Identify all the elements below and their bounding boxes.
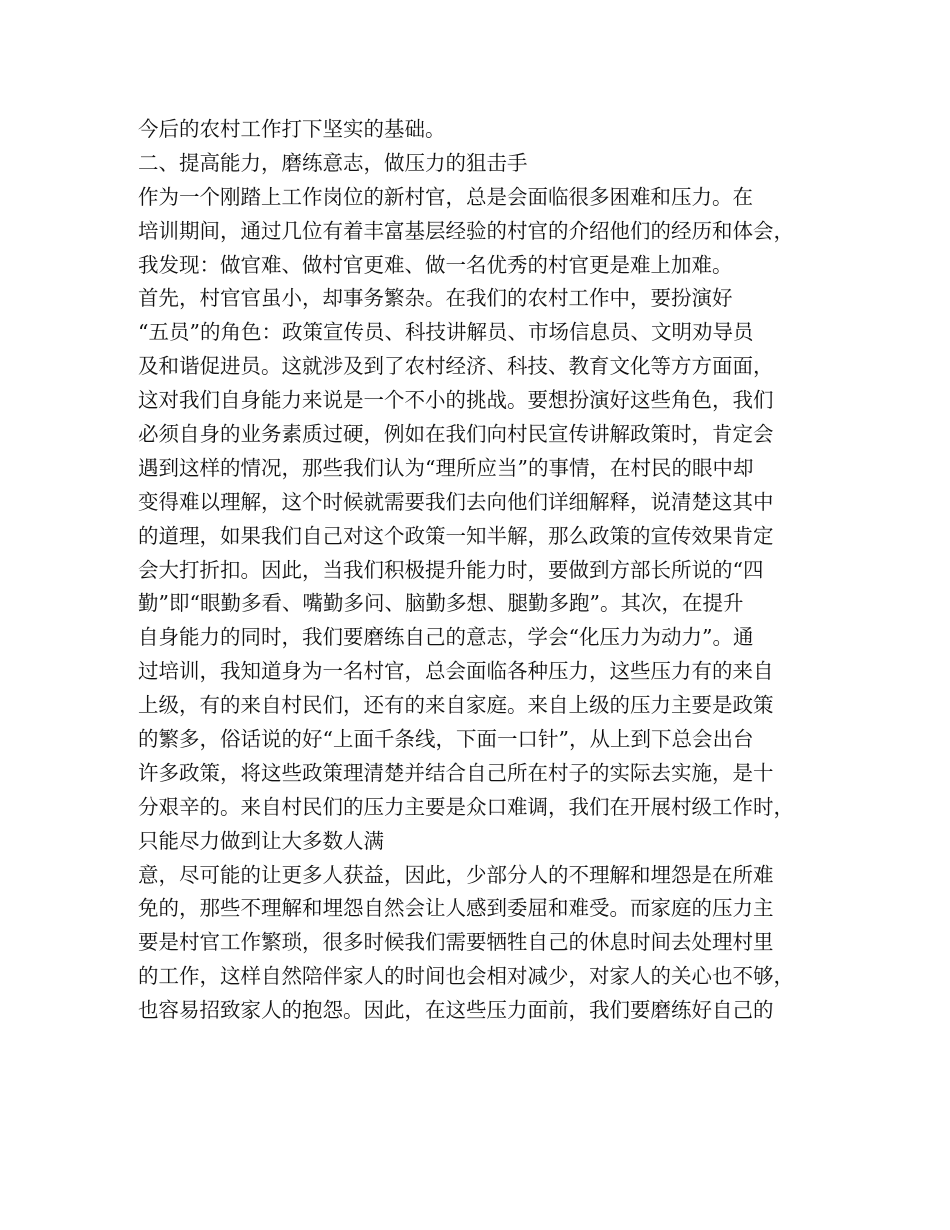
document-body [138, 113, 828, 1028]
text-line: “五员”的角色：政策宣传员、科技讲解员、市场信息员、文明劝导员 [138, 320, 754, 345]
text-line: 的工作，这样自然陪伴家人的时间也会相对减少，对家人的关心也不够， [138, 964, 794, 989]
text-line: 今后的农村工作打下坚实的基础。 [138, 117, 446, 141]
text-line: 的繁多，俗话说的好“上面千条线，下面一口针”，从上到下总会出台 [138, 727, 754, 752]
text-line: 作为一个刚踏上工作岗位的新村官，总是会面临很多困难和压力。在 [138, 184, 753, 209]
text-line: 上级，有的来自村民们，还有的来自家庭。来自上级的压力主要是政策 [138, 693, 774, 718]
text-line: 要是村官工作繁琐，很多时候我们需要牺牲自己的休息时间去处理村里 [138, 930, 774, 955]
text-line: 免的，那些不理解和埋怨自然会让人感到委屈和难受。而家庭的压力主 [138, 896, 774, 921]
text-line: 勤”即“眼勤多看、嘴勤多问、脑勤多想、腿勤多跑”。其次，在提升 [138, 591, 744, 616]
text-line: 过培训，我知道身为一名村官，总会面临各种压力，这些压力有的来自 [138, 659, 774, 684]
text-line: 的道理，如果我们自己对这个政策一知半解，那么政策的宣传效果肯定 [138, 523, 774, 548]
text-line: 会大打折扣。因此，当我们积极提升能力时，要做到方部长所说的“四 [138, 557, 764, 582]
text-line: 首先，村官官虽小，却事务繁杂。在我们的农村工作中，要扮演好 [138, 286, 733, 311]
text-line: 遇到这样的情况，那些我们认为“理所应当”的事情，在村民的眼中却 [138, 455, 754, 480]
text-line: 我发现：做官难、做村官更难、做一名优秀的村官更是难上加难。 [138, 252, 733, 277]
text-line: 培训期间，通过几位有着丰富基层经验的村官的介绍他们的经历和体会， [138, 218, 794, 243]
text-line: 及和谐促进员。这就涉及到了农村经济、科技、教育文化等方方面面， [138, 354, 774, 379]
text-line: 许多政策，将这些政策理清楚并结合自己所在村子的实际去实施，是十 [138, 760, 774, 785]
text-line: 这对我们自身能力来说是一个不小的挑战。要想扮演好这些角色，我们 [138, 388, 774, 413]
text-line: 自身能力的同时，我们要磨练自己的意志，学会“化压力为动力”。通 [138, 625, 754, 650]
section-heading: 二、提高能力，磨练意志，做压力的狙击手 [138, 150, 528, 175]
text-line: 意，尽可能的让更多人获益，因此，少部分人的不理解和埋怨是在所难 [138, 862, 774, 887]
text-line: 必须自身的业务素质过硬，例如在我们向村民宣传讲解政策时，肯定会 [138, 422, 774, 447]
text-line: 变得难以理解，这个时候就需要我们去向他们详细解释，说清楚这其中 [138, 489, 774, 514]
text-line: 只能尽力做到让大多数人满 [138, 828, 384, 853]
text-line: 分艰辛的。来自村民们的压力主要是众口难调，我们在开展村级工作时， [138, 794, 794, 819]
text-line: 也容易招致家人的抱怨。因此，在这些压力面前，我们要磨练好自己的 [138, 998, 774, 1023]
